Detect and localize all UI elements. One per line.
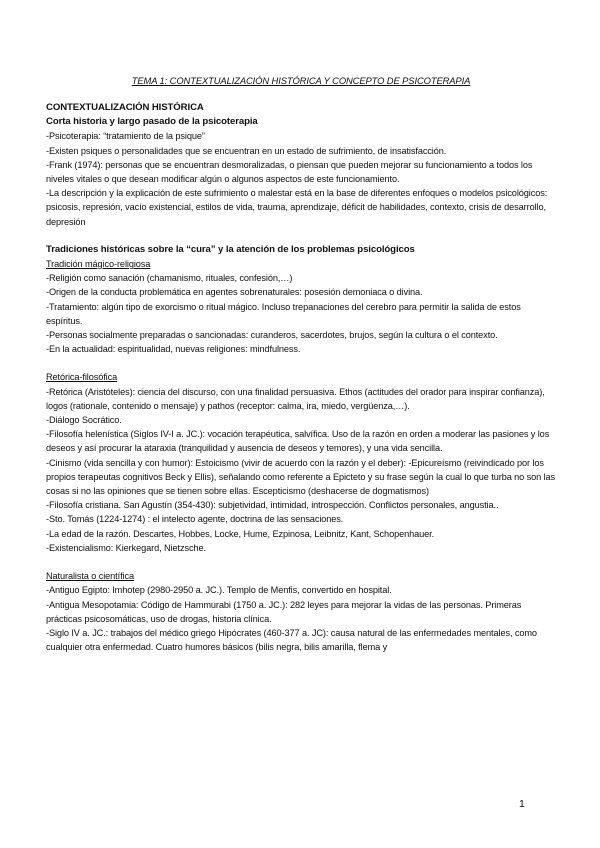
subheading-retorica-filosofica: Retórica-filosófica bbox=[46, 372, 118, 383]
paragraph: -Sto. Tomás (1224-1274) : el intelecto agente, doctrina de las sensaciones. bbox=[46, 514, 344, 525]
subheading-magico-religiosa: Tradición mágico-religiosa bbox=[46, 259, 151, 270]
paragraph: -Religión como sanación (chamanismo, rituales, confesión,…) bbox=[46, 273, 293, 284]
document-title: TEMA 1: CONTEXTUALIZACIÓN HISTÓRICA Y CONCEPTO DE PSICOTERAPIA bbox=[131, 75, 471, 86]
spacer bbox=[46, 555, 558, 569]
paragraph: -Siglo IV a. JC.: trabajos del médico griego Hipócrates (460-377 a. JC): causa natural de las enfermedades mentales, como cualquier otra enfermedad. Cuatro humores básicos (bilis negra, bilis amarilla, flema y bbox=[46, 627, 537, 653]
paragraph: -Diálogo Socrático. bbox=[46, 415, 122, 426]
spacer bbox=[46, 229, 558, 243]
spacer bbox=[46, 356, 558, 370]
paragraph: -Antiguo Egipto: Imhotep (2980-2950 a. JC.). Templo de Menfis, convertido en hospital. bbox=[46, 585, 392, 596]
paragraph: -Existen psiques o personalidades que se encuentran en un estado de sufrimiento, de insatisfacción. bbox=[46, 145, 447, 156]
title-container bbox=[46, 71, 556, 89]
page-number: 1 bbox=[519, 798, 525, 810]
paragraph: -La edad de la razón. Descartes, Hobbes, Locke, Hume, Ezpinosa, Leibnitz, Kant, Schopenhauer. bbox=[46, 528, 435, 539]
paragraph: -Antigua Mesopotamia: Código de Hammurabi (1750 a. JC.): 282 leyes para mejorar la vidas de las personas. Primeras prácticas psicosomáticas, uso de drogas, historia clínica. bbox=[46, 599, 522, 624]
subheading-naturalista-cientifica: Naturalista o científica bbox=[46, 571, 134, 582]
paragraph: -Tratamiento: algún tipo de exorcismo o ritual mágico. Incluso trepanaciones del cerebro para permitir la salida de estos espíritus. bbox=[46, 301, 521, 326]
paragraph: -La descripción y la explicación de este sufrimiento o malestar está en la base de diferentes enfoques o modelos psicológicos: psicosis, represión, vacío existencial, estilos de vida, trauma, aprendizaje, déficit de habilidades, contexto, crisis de desarrollo, depresión bbox=[46, 188, 548, 227]
paragraph: -Filosofía cristiana. San Agustín (354-430): subjetividad, intimidad, introspección. Conflictos personales, angustia.. bbox=[46, 500, 499, 511]
paragraph: -Cinismo (vida sencilla y con humor): Estoicismo (vivir de acuerdo con la razón y el deber): -Epicureísmo (reivindicado por los propios terapeutas cognitivos Beck y Ellis), señalando como referente a Epicteto y su frase según la cual lo que turba no son las cosas si no las opiniones que se tienen sobre ellas. Escepticismo (deshacerse de dogmatismos) bbox=[46, 457, 556, 497]
paragraph: -Retórica (Aristóteles): ciencia del discurso, con una finalidad persuasiva. Ethos (actitudes del orador para inspirar confianza), logos (rationale, contenido o mensaje) y pathos (receptor: calma, ira, miedo, vergüenza,…). bbox=[46, 386, 545, 411]
section-heading-tradiciones: Tradiciones históricas sobre la “cura” y la atención de los problemas psicológicos bbox=[46, 243, 415, 255]
paragraph: -Frank (1974): personas que se encuentran desmoralizadas, o piensan que pueden mejorar su funcionamiento a todos los niveles vitales o que desean modificar algún o algunos aspectos de este funcionamiento. bbox=[46, 159, 533, 185]
section-heading-contextualizacion: CONTEXTUALIZACIÓN HISTÓRICA bbox=[46, 102, 204, 113]
paragraph: -Existencialismo: Kierkegard, Nietzsche. bbox=[46, 542, 206, 553]
paragraph: -Personas socialmente preparadas o sancionadas: curanderos, sacerdotes, brujos, según la cultura o el contexto. bbox=[46, 330, 498, 341]
paragraph: -Filosofía helenística (Siglos IV-I a. JC.): vocación terapéutica, salvífica. Uso de la razón en orden a moderar las pasiones y los deseos y así procurar la ataraxia (tranquilidad y ausencia de deseos y temores), y una vida sencilla. bbox=[46, 429, 550, 454]
document-body bbox=[46, 101, 558, 654]
paragraph: -En la actualidad: espiritualidad, nuevas religiones: mindfulness. bbox=[46, 344, 301, 355]
paragraph: -Origen de la conducta problemática en agentes sobrenaturales: posesión demoniaca o divina. bbox=[46, 287, 423, 298]
paragraph: -Psicoterapia: “tratamiento de la psique” bbox=[46, 131, 205, 142]
subheading-corta-historia: Corta historia y largo pasado de la psicoterapia bbox=[46, 116, 258, 128]
